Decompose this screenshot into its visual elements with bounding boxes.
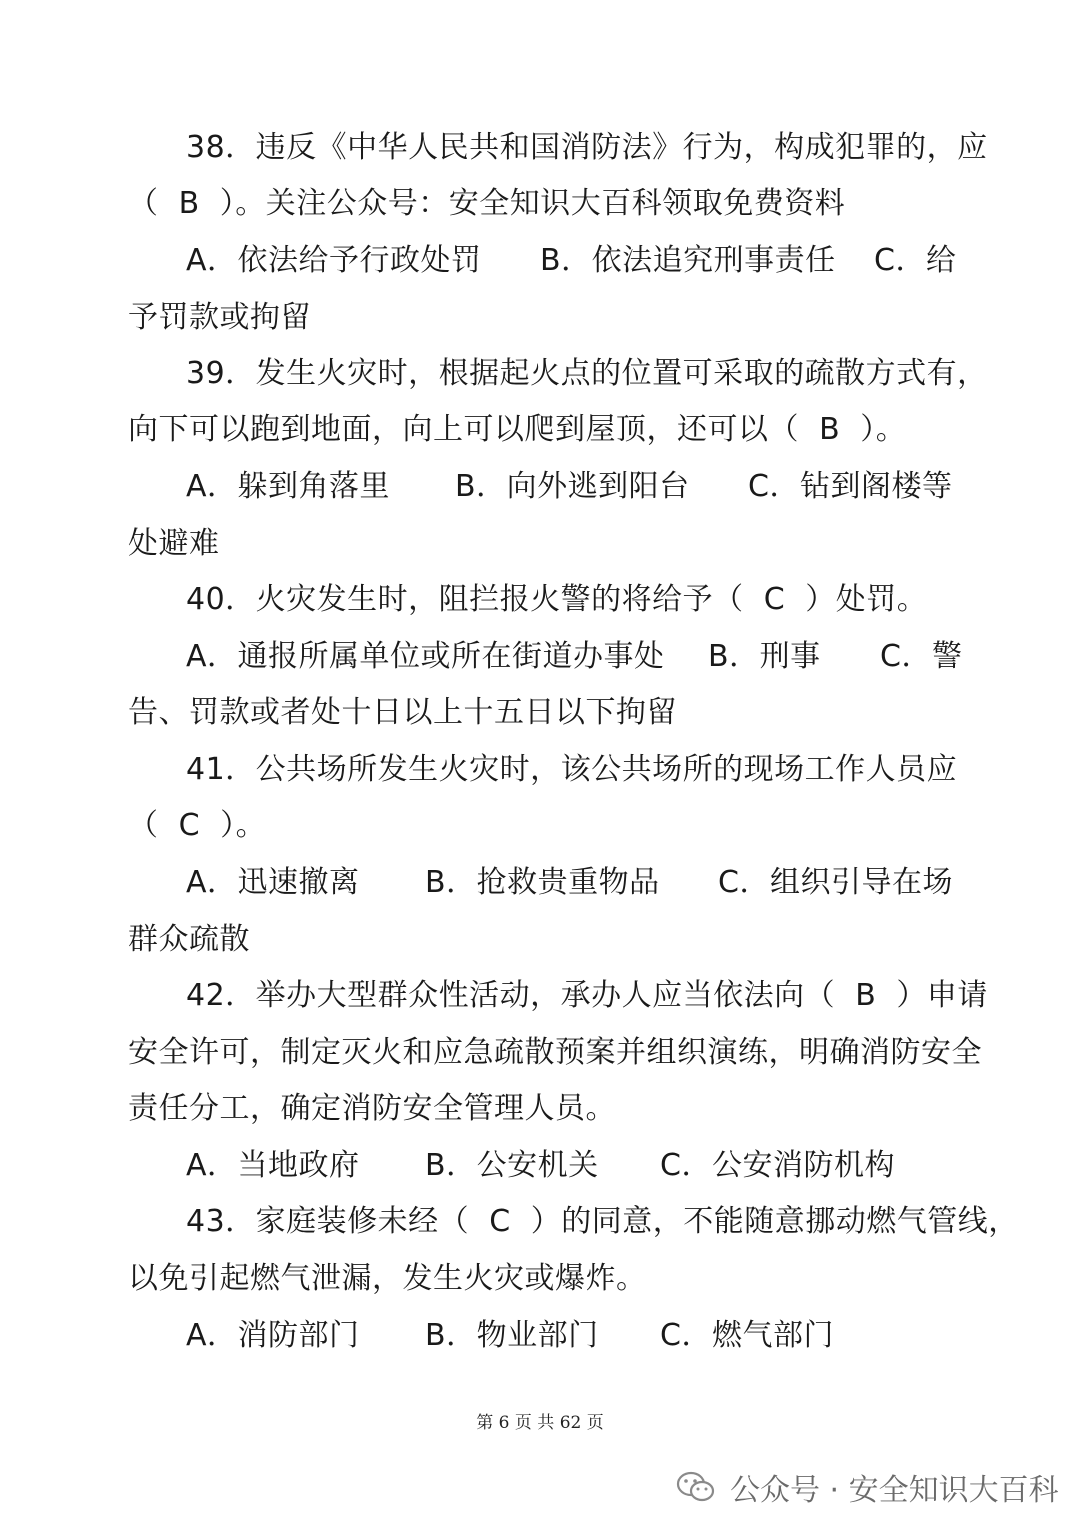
q38-option-wrap: 予罚款或拘留 <box>128 300 311 335</box>
q41-option-b: B．抢救贵重物品 <box>425 865 660 900</box>
q43-option-c: C．燃气部门 <box>660 1318 834 1353</box>
q38-option-b: B．依法追究刑事责任 <box>540 243 836 278</box>
q43-option-a: A．消防部门 <box>186 1318 360 1353</box>
q39-line2: 向下可以跑到地面，向上可以爬到屋顶，还可以（ B ）。 <box>128 412 907 447</box>
q42-option-c: C．公安消防机构 <box>660 1148 895 1183</box>
q38-line2: （ B ）。关注公众号：安全知识大百科领取免费资料 <box>128 186 846 221</box>
q39-option-wrap: 处避难 <box>128 526 220 561</box>
q43-line1: 43．家庭装修未经（ C ）的同意，不能随意挪动燃气管线， <box>186 1204 1019 1239</box>
q41-line2: （ C ）。 <box>128 808 267 843</box>
wechat-icon <box>676 1471 716 1503</box>
q38-line1: 38．违反《中华人民共和国消防法》行为，构成犯罪的，应 <box>186 130 988 165</box>
q42-option-a: A．当地政府 <box>186 1148 360 1183</box>
q40-line1: 40．火灾发生时，阻拦报火警的将给予（ C ）处罚。 <box>186 582 928 617</box>
watermark <box>676 1465 1059 1509</box>
q39-option-c: C．钻到阁楼等 <box>748 469 953 504</box>
q41-option-a: A．迅速撤离 <box>186 865 360 900</box>
q42-line1: 42．举办大型群众性活动，承办人应当依法向（ B ）申请 <box>186 978 988 1013</box>
q43-line2: 以免引起燃气泄漏，发生火灾或爆炸。 <box>128 1261 647 1296</box>
page-number: 第 6 页 共 62 页 <box>476 1413 604 1433</box>
q42-line2: 安全许可，制定灭火和应急疏散预案并组织演练，明确消防安全 <box>128 1035 982 1070</box>
q40-option-c: C．警 <box>880 639 963 674</box>
q42-line3: 责任分工，确定消防安全管理人员。 <box>128 1091 616 1126</box>
q39-line1: 39．发生火灾时，根据起火点的位置可采取的疏散方式有， <box>186 356 988 391</box>
q39-option-b: B．向外逃到阳台 <box>455 469 690 504</box>
q42-option-b: B．公安机关 <box>425 1148 599 1183</box>
q43-option-b: B．物业部门 <box>425 1318 599 1353</box>
q40-option-wrap: 告、罚款或者处十日以上十五日以下拘留 <box>128 695 677 730</box>
q41-option-c: C．组织引导在场 <box>718 865 953 900</box>
q38-option-c: C．给 <box>874 243 957 278</box>
q41-line1: 41．公共场所发生火灾时，该公共场所的现场工作人员应 <box>186 752 958 787</box>
q40-option-b: B．刑事 <box>708 639 821 674</box>
q38-option-a: A．依法给予行政处罚 <box>186 243 482 278</box>
q40-option-a: A．通报所属单位或所在街道办事处 <box>186 639 665 674</box>
q41-option-wrap: 群众疏散 <box>128 922 250 957</box>
watermark-text: 公众号 · 安全知识大百科 <box>730 1473 1059 1508</box>
q39-option-a: A．躲到角落里 <box>186 469 391 504</box>
